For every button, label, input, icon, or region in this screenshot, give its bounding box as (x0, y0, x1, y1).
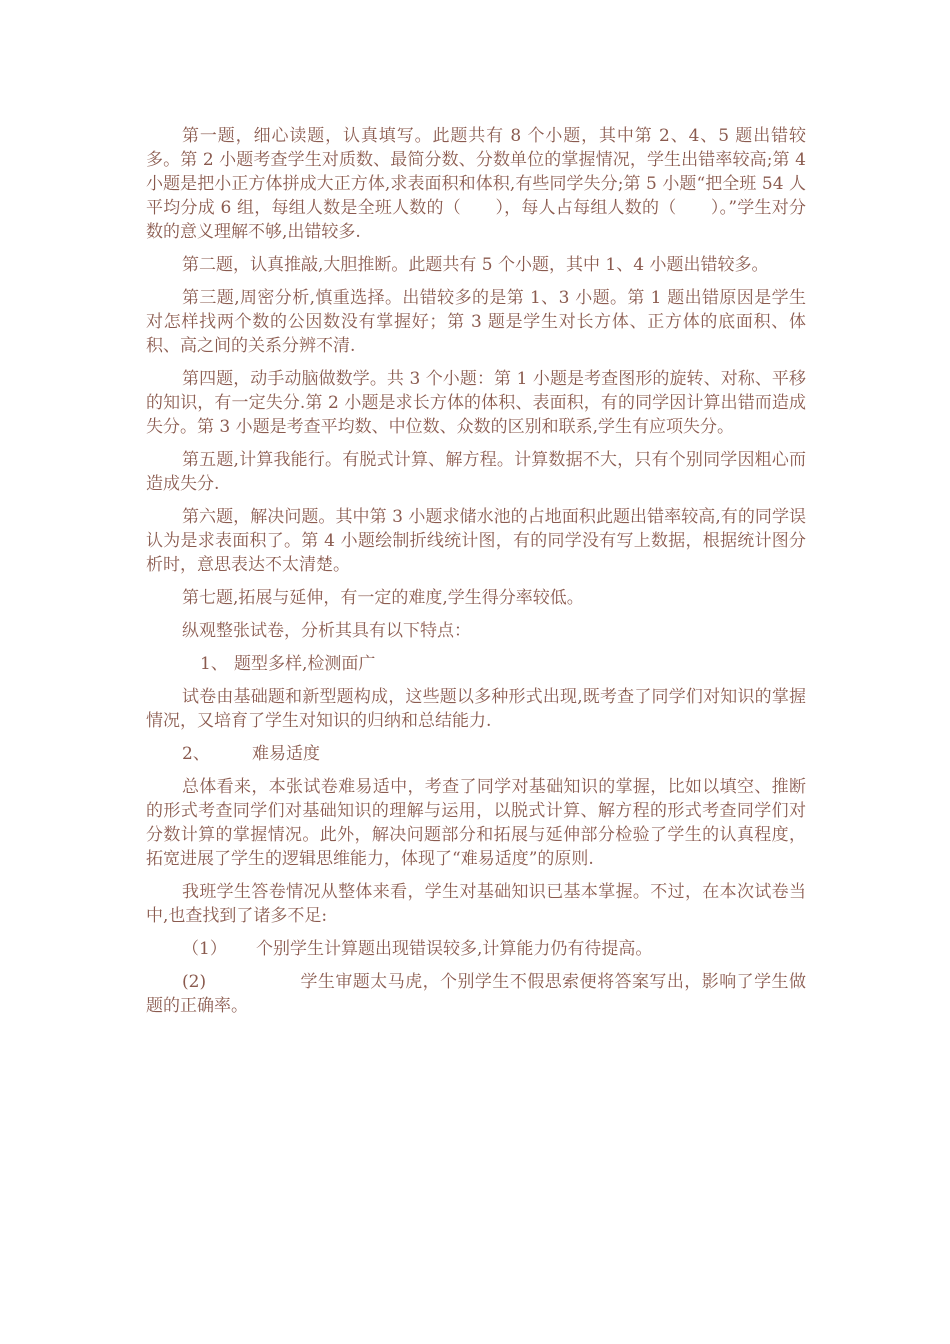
paragraph-q6: 第六题，解决问题。其中第 3 小题求储水池的占地面积此题出错率较高,有的同学误认为是求表面积了。第 4 小题绘制折线统计图，有的同学没有写上数据，根据统计图分析时，意思表达不太清楚。 (146, 507, 806, 575)
feature-heading-2 (146, 742, 806, 766)
paragraph-q4: 第四题，动手动脑做数学。共 3 个小题：第 1 小题是考查图形的旋转、对称、平移的知识，有一定失分.第 2 小题是求长方体的体积、表面积，有的同学因计算出错而造成失分。第 3 小题是考查平均数、中位数、众数的区别和联系,学生有应项失分。 (146, 369, 806, 437)
feature-title-2: 难易适度 (252, 744, 320, 764)
paragraph-q5: 第五题,计算我能行。有脱式计算、解方程。计算数据不大，只有个别同学因粗心而造成失分. (146, 450, 806, 494)
shortcoming-number-1: （1） (182, 939, 227, 959)
paragraph-q1: 第一题，细心读题，认真填写。此题共有 8 个小题，其中第 2、4、5 题出错较多。第 2 小题考查学生对质数、最简分数、分数单位的掌握情况，学生出错率较高;第 4 小题是把小正方体拼成大正方体,求表面积和体积,有些同学失分;第 5 小题“把全班 54 人平均分成 6 组，每组人数是全班人数的（ ），每人占每组人数的（ ）。”学生对分数的意义理解不够,出错较多. (146, 126, 806, 242)
document-body (146, 124, 806, 1027)
paragraph-features-intro: 纵观整张试卷，分析其具有以下特点： (182, 621, 471, 641)
feature-number-1: 1、 (200, 654, 228, 674)
shortcoming-text-2: 学生审题太马虎，个别学生不假思索便将答案写出，影响了学生做题的正确率。 (146, 972, 806, 1016)
shortcoming-item-1 (146, 937, 806, 961)
shortcoming-number-2: (2) (182, 972, 207, 992)
paragraph-q3: 第三题,周密分析,慎重选择。出错较多的是第 1、3 小题。第 1 题出错原因是学生对怎样找两个数的公因数没有掌握好；第 3 题是学生对长方体、正方体的底面积、体积、高之间的关系分辨不清. (146, 288, 806, 356)
shortcoming-text-1: 个别学生计算题出现错误较多,计算能力仍有待提高。 (256, 939, 653, 959)
paragraph-q7: 第七题,拓展与延伸，有一定的难度,学生得分率较低。 (182, 588, 584, 608)
shortcoming-item-2 (146, 970, 806, 1018)
paragraph-summary: 我班学生答卷情况从整体来看，学生对基础知识已基本掌握。不过，在本次试卷当中,也查找到了诸多不足: (146, 882, 806, 926)
paragraph-feature-1: 试卷由基础题和新型题构成，这些题以多种形式出现,既考查了同学们对知识的掌握情况，又培育了学生对知识的归纳和总结能力. (146, 687, 806, 731)
feature-heading-1 (146, 652, 806, 676)
paragraph-feature-2: 总体看来，本张试卷难易适中，考查了同学对基础知识的掌握，比如以填空、推断的形式考查同学们对基础知识的理解与运用，以脱式计算、解方程的形式考查同学们对分数计算的掌握情况。此外，解决问题部分和拓展与延伸部分检验了学生的认真程度，拓宽进展了学生的逻辑思维能力，体现了“难易适度”的原则. (146, 777, 806, 869)
feature-title-1: 题型多样,检测面广 (234, 654, 376, 674)
feature-number-2: 2、 (182, 744, 210, 764)
paragraph-q2: 第二题，认真推敲,大胆推断。此题共有 5 个小题，其中 1、4 小题出错较多。 (182, 255, 769, 275)
